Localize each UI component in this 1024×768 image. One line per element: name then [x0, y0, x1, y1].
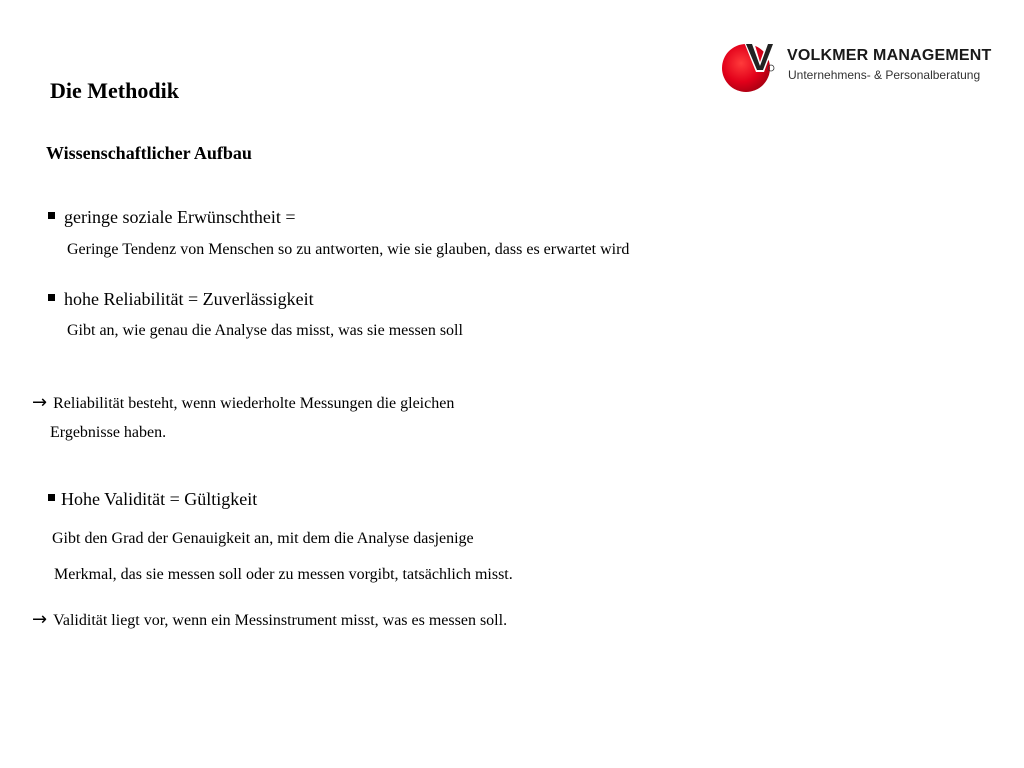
- square-bullet-icon: [48, 494, 55, 501]
- volkmer-v-logo-icon: [720, 38, 776, 94]
- right-arrow-icon: →: [32, 392, 48, 413]
- bullet-item-validity: [48, 489, 257, 510]
- slide-title: Die Methodik: [50, 78, 179, 103]
- arrow-note-continuation: Ergebnisse haben.: [50, 424, 167, 441]
- slide-subtitle: Wissenschaftlicher Aufbau: [46, 143, 252, 163]
- bullet-detail: Geringe Tendenz von Menschen so zu antworten, wie sie glauben, dass es erwartet wird: [67, 241, 630, 258]
- bullet-item-social-desirability: [48, 207, 296, 228]
- bullet-heading: hohe Reliabilität = Zuverlässigkeit: [64, 289, 314, 309]
- bullet-heading: Hohe Validität = Gültigkeit: [61, 489, 258, 509]
- logo-tagline: Unternehmens- & Personalberatung: [788, 68, 981, 82]
- arrow-note-text: Validität liegt vor, wenn ein Messinstrument misst, was es messen soll.: [53, 612, 508, 629]
- arrow-note-validity: [32, 609, 507, 630]
- right-arrow-icon: →: [32, 609, 48, 630]
- bullet-detail: Gibt den Grad der Genauigkeit an, mit dem die Analyse dasjenige: [52, 530, 474, 547]
- bullet-heading: geringe soziale Erwünschtheit =: [64, 207, 296, 227]
- square-bullet-icon: [48, 294, 55, 301]
- bullet-detail-continuation: Merkmal, das sie messen soll oder zu messen vorgibt, tatsächlich misst.: [54, 566, 513, 583]
- arrow-note-text: Reliabilität besteht, wenn wiederholte Messungen die gleichen: [53, 395, 455, 412]
- bullet-detail: Gibt an, wie genau die Analyse das misst, was sie messen soll: [67, 322, 463, 339]
- square-bullet-icon: [48, 212, 55, 219]
- company-logo: [720, 38, 1000, 94]
- arrow-note-reliability: [32, 392, 454, 413]
- logo-company-name: VOLKMER MANAGEMENT: [787, 47, 992, 64]
- bullet-item-reliability: [48, 289, 314, 310]
